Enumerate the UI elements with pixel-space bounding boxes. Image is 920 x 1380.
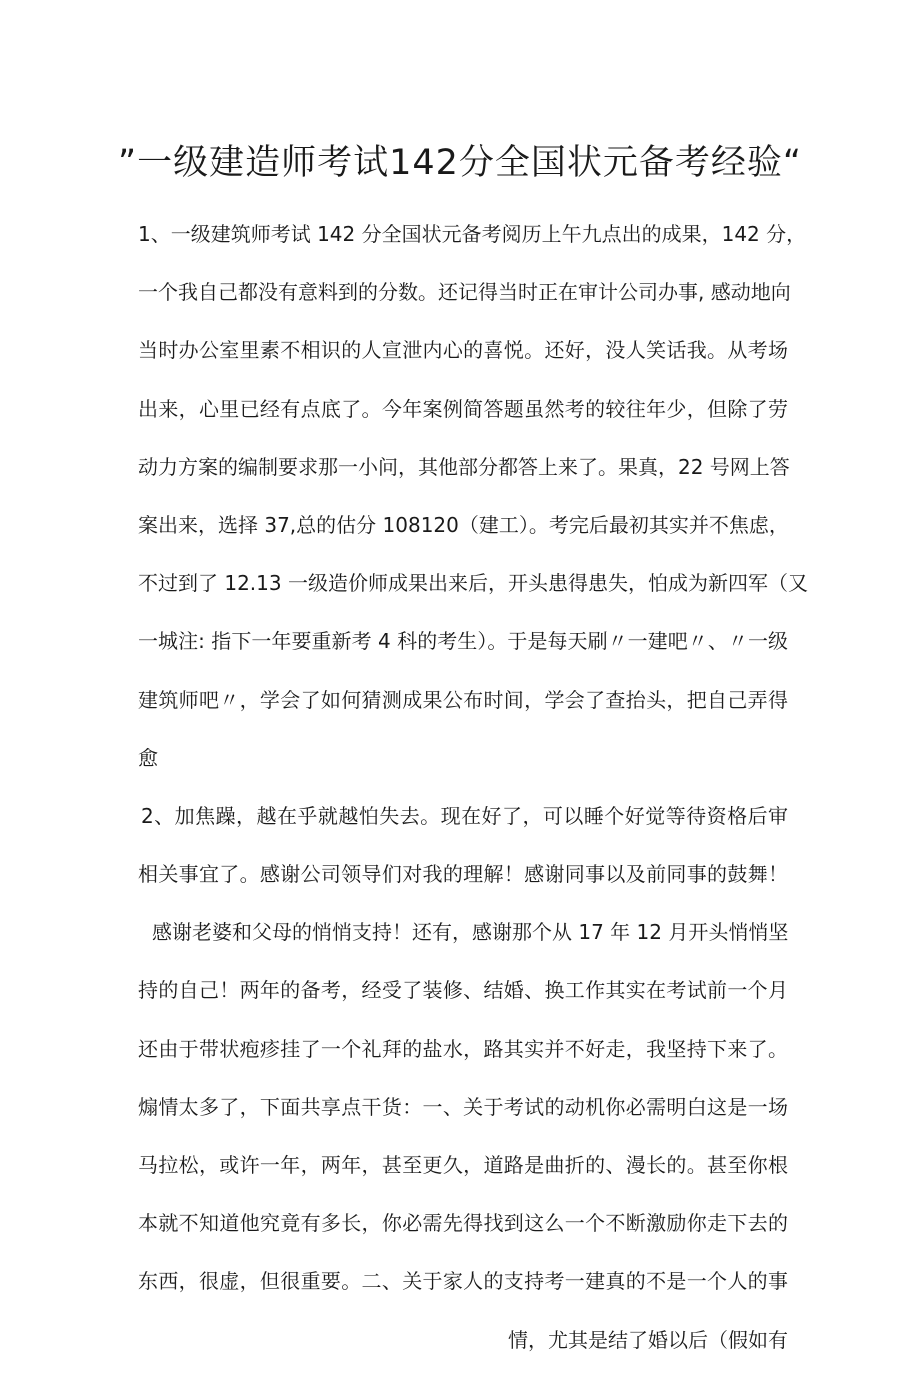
text-line: 东西，很虚，但很重要。二、关于家人的支持考一建真的不是一个人的事 [138,1269,788,1294]
text-line: 愈 [138,745,158,770]
text-line: 情，尤其是结了婚以后（假如有 [508,1327,788,1352]
text-line: 出来，心里已经有点底了。今年案例简答题虽然考的较往年少，但除了劳 [138,396,788,421]
text-line: 建筑师吧〃，学会了如何猜测成果公布时间，学会了查抬头，把自己弄得 [138,687,788,712]
text-line: 1、一级建筑师考试 142 分全国状元备考阅历上午九点出的成果，142 分， [138,222,807,246]
text-line: 动力方案的编制要求那一小问，其他部分都答上来了。果真，22 号网上答 [138,454,790,479]
text-line: 煽情太多了，下面共享点干货：一、关于考试的动机你必需明白这是一场 [138,1094,788,1119]
document-title: ”一级建造师考试142分全国状元备考经验“ [117,143,803,183]
text-line: 2、加焦躁，越在乎就越怕失去。现在好了，可以睡个好觉等待资格后审 [141,803,788,828]
text-line: 案出来，选择 37,总的估分 108120（建工）。考完后最初其实并不焦虑， [138,512,789,537]
text-line: 不过到了 12.13 一级造价师成果出来后，开头患得患失，怕成为新四军（又 [138,571,808,596]
document-body [138,216,808,1380]
text-line: 相关事宜了。感谢公司领导们对我的理解！感谢同事以及前同事的鼓舞！ [138,862,788,887]
text-line: 本就不知道他究竟有多长，你必需先得找到这么一个不断激励你走下去的 [138,1211,788,1236]
text-line: 感谢老婆和父母的悄悄支持！还有，感谢那个从 17 年 12 月开头悄悄坚 [152,920,789,945]
text-line: 一个我自己都没有意料到的分数。还记得当时正在审计公司办事, 感动地向 [138,280,791,305]
text-line: 当时办公室里素不相识的人宣泄内心的喜悦。还好，没人笑话我。从考场 [138,338,788,363]
text-line: 还由于带状疱疹挂了一个礼拜的盐水，路其实并不好走，我坚持下来了。 [138,1036,788,1061]
text-line: 持的自己！两年的备考，经受了装修、结婚、换工作其实在考试前一个月 [138,978,788,1003]
text-line: 一城注: 指下一年要重新考 4 科的考生）。于是每天刷〃一建吧〃、〃一级 [138,629,788,654]
text-line: 马拉松，或许一年，两年，甚至更久，道路是曲折的、漫长的。甚至你根 [138,1153,788,1177]
